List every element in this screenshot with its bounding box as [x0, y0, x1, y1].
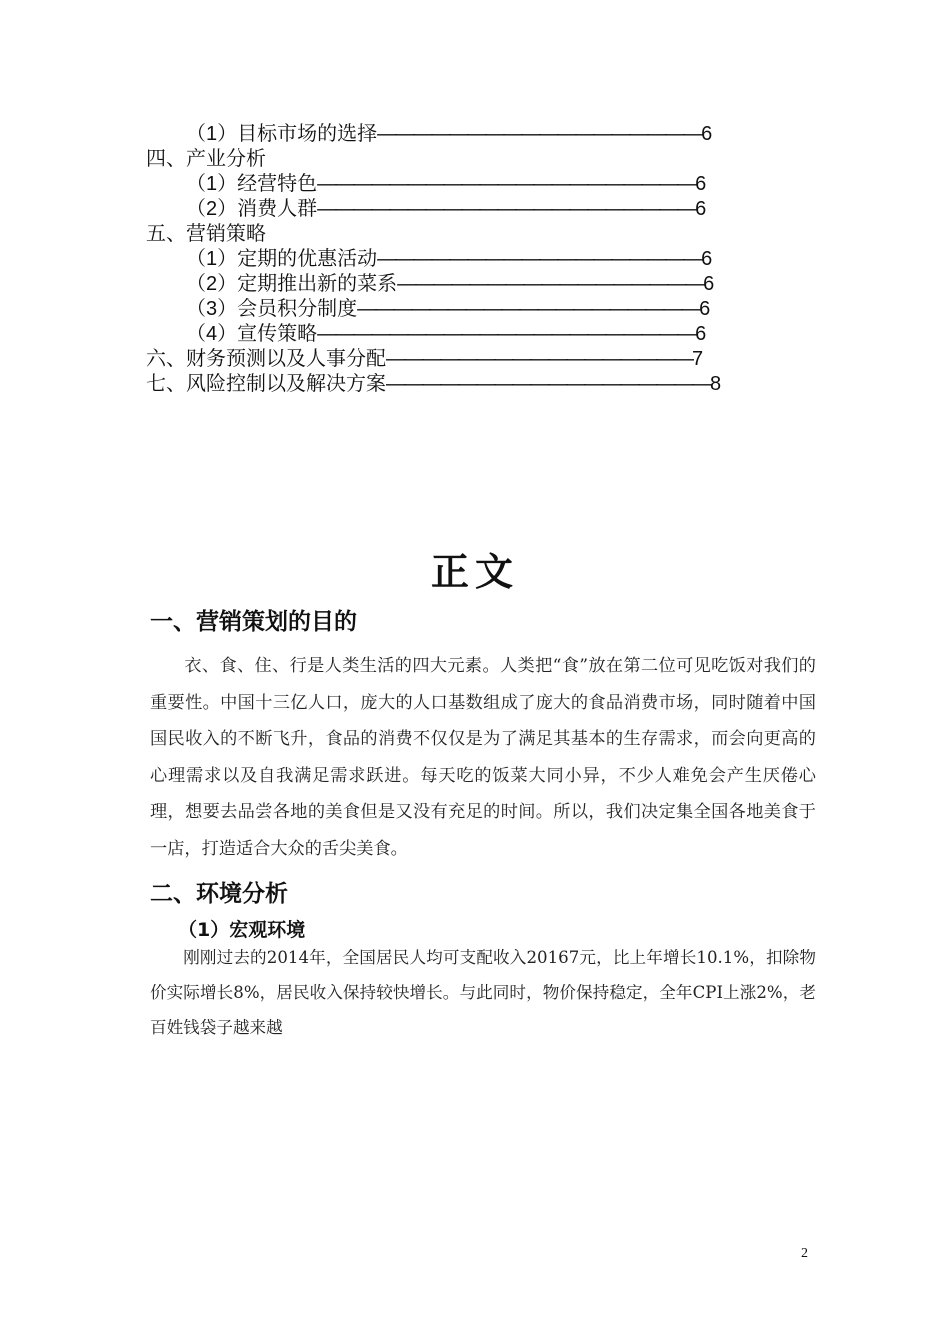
section-heading-environment: 二、环境分析 — [150, 881, 288, 907]
toc-entry-label: （1）定期的优惠活动 — [186, 248, 378, 270]
toc-page-number: 6 — [695, 173, 707, 195]
section-heading-purpose: 一、营销策划的目的 — [150, 609, 357, 635]
toc-entry — [146, 247, 806, 272]
purpose-paragraph: 衣、食、住、行是人类生活的四大元素。人类把“食”放在第二位可见吃饭对我们的重要性。中国十三亿人口，庞大的人口基数组成了庞大的食品消费市场，同时随着中国国民收入的不断飞升，食品的消费不仅仅是为了满足其基本的生存需求，而会向更高的心理需求以及自我满足需求跃进。每天吃的饭菜大同小异，不少人难免会产生厌倦心理，想要去品尝各地的美食但是又没有充足的时间。所以，我们决定集全国各地美食于一店，打造适合大众的舌尖美食。 — [150, 656, 816, 859]
toc-entry-label: （2）定期推出新的菜系 — [186, 273, 398, 295]
toc-entry — [146, 372, 806, 397]
toc-entry-label: （1）经营特色 — [186, 173, 318, 195]
toc-page-number: 6 — [701, 123, 713, 145]
toc-entry-label: 五、营销策略 — [146, 223, 266, 245]
page-number: 2 — [801, 1246, 808, 1261]
toc-entry — [146, 147, 806, 172]
toc-entry — [146, 197, 806, 222]
toc-leader: ————————————————————— — [317, 173, 696, 195]
table-of-contents — [146, 122, 806, 397]
toc-page-number: 7 — [692, 348, 704, 370]
toc-leader: ————————————————————— — [317, 198, 696, 220]
toc-page-number: 6 — [695, 323, 707, 345]
toc-entry-label: （4）宣传策略 — [186, 323, 318, 345]
toc-entry-label: 七、风险控制以及解决方案 — [146, 373, 386, 395]
toc-page-number: 8 — [710, 373, 722, 395]
toc-entry — [146, 172, 806, 197]
toc-leader: —————————————————— — [377, 123, 702, 145]
toc-entry — [146, 347, 806, 372]
toc-leader: ————————————————————— — [317, 323, 696, 345]
toc-leader: —————————————————— — [386, 373, 710, 395]
toc-entry — [146, 322, 806, 347]
toc-page-number: 6 — [699, 298, 711, 320]
subsection-heading-macro: （1）宏观环境 — [178, 919, 306, 941]
toc-leader: —————————————————— — [377, 248, 702, 270]
toc-entry — [146, 222, 806, 247]
toc-entry-label: （2）消费人群 — [186, 198, 318, 220]
macro-environment-paragraph: 刚刚过去的2014年，全国居民人均可支配收入20167元，比上年增长10.1%，扣除物价实际增长8%，居民收入保持较快增长。与此同时，物价保持稳定，全年CPI上涨2%，老百姓钱袋子越来越 — [150, 948, 816, 1037]
toc-leader: ——————————————————— — [357, 298, 700, 320]
toc-page-number: 6 — [695, 198, 707, 220]
toc-page-number: 6 — [703, 273, 715, 295]
toc-entry-label: 四、产业分析 — [146, 148, 266, 170]
toc-entry-label: （3）会员积分制度 — [186, 298, 358, 320]
main-title: 正文 — [430, 549, 519, 594]
toc-entry — [146, 122, 806, 147]
toc-entry-label: 六、财务预测以及人事分配 — [146, 348, 386, 370]
toc-entry — [146, 272, 806, 297]
toc-entry-label: （1）目标市场的选择 — [186, 123, 378, 145]
toc-leader: ————————————————— — [386, 348, 692, 370]
toc-leader: ————————————————— — [397, 273, 704, 295]
toc-entry — [146, 297, 806, 322]
toc-page-number: 6 — [701, 248, 713, 270]
